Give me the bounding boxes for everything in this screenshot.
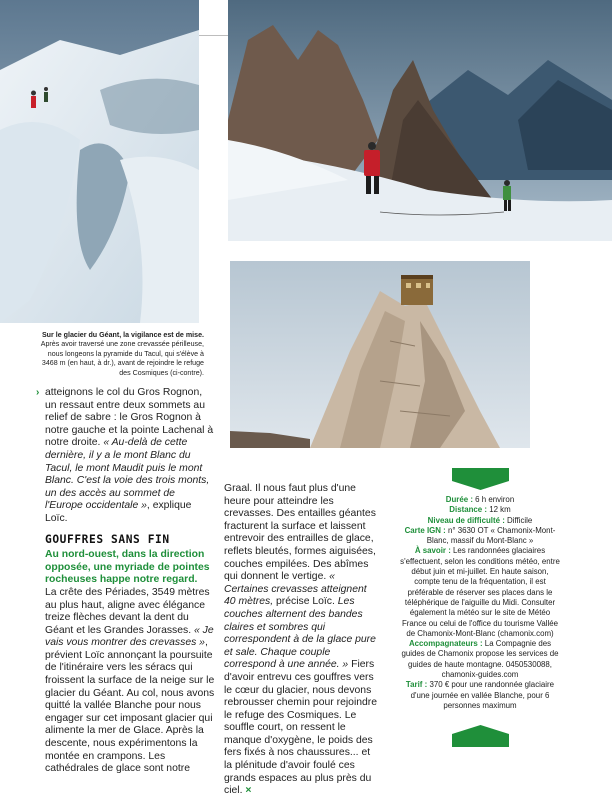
col2-text-a: Graal. Il nous faut plus d'une heure pour atteindre les crevasses. Des entailles géantes fracturent la surface et laissent entrevoir des entrailles de glace, reflets bleutés, formes aiguisées, couches empilées. Des abîmes qui donnent le vertige. bbox=[224, 483, 376, 583]
info-duree bbox=[398, 495, 562, 505]
info-accomp-label: Accompagnateurs : bbox=[408, 639, 483, 649]
caption-text: Après avoir traversé une zone crevassée périlleuse, nous longeons la pyramide du Tacul, qui s'élève à 3468 m (en haut, à dr.), avant de rejoindre le refuge des Cosmiques (ci-contre). bbox=[40, 340, 204, 377]
practical-info-box bbox=[398, 495, 562, 711]
continuation-arrow-icon: › bbox=[36, 387, 40, 398]
end-mark-icon: × bbox=[245, 785, 252, 797]
col1-p2-text-end: , prévient Loïc annonçant la poursuite de l'itinéraire vers les séracs qui froissent la surface de la neige sur le glacier du Géant. Au col, nous avons quitté la vallée Blanche pour nous engager sur cet imposant glacier qui alimente la mer de Glace. Après la descente, nous expérimentons la montée en crampons. Les cathédrales de glace sont notre bbox=[45, 637, 215, 775]
glacier-photo bbox=[0, 0, 199, 323]
col1-p1-text: atteignons le col du Gros Rognon, un ressaut entre deux sommets au relief de sabre : le Gros Rognon à notre gauche et la pointe Lachenal à notre droite. bbox=[45, 387, 214, 449]
section-heading: GOUFFRES SANS FIN bbox=[45, 532, 170, 546]
info-duree-label: Durée : bbox=[445, 495, 473, 504]
article-column-1 bbox=[36, 387, 215, 776]
info-savoir-value: Les randonnées glaciaires s'effectuent, selon les conditions météo, entre début juin et mi-juillet. En haute saison, compte tenu de la fréquentation, il est préférable de réserver ses places dans le téléphérique de l'aiguille du Midi. Consulter également la météo sur le site de Météo France ou celui de l'office du tourisme Vallée de Chamonix-Mont-Blanc (chamonix.com) bbox=[400, 546, 560, 638]
info-carte-label: Carte IGN : bbox=[404, 525, 446, 535]
info-tarif-label: Tarif : bbox=[405, 680, 428, 690]
col1-paragraph-2 bbox=[45, 587, 215, 776]
info-savoir-label: À savoir : bbox=[414, 546, 451, 556]
peaks-photo bbox=[228, 0, 612, 241]
col1-p1-quote: « Au-delà de cette dernière, il y a le mont Blanc du Tacul, le mont Maudit puis le mont Blanc. C'est la voie des trois monts, un des accès au sommet de l'Europe occidentale » bbox=[45, 437, 210, 512]
info-tarif-value: 370 € pour une randonnée glaciaire d'une journée en vallée Blanche, pour 6 personnes maximum bbox=[410, 680, 555, 710]
col1-paragraph-1 bbox=[45, 387, 215, 526]
col2-text-b: précise Loïc. bbox=[273, 596, 338, 608]
info-niveau-value: Difficile bbox=[504, 515, 533, 525]
hairline-divider bbox=[199, 35, 229, 36]
info-distance-value: 12 km bbox=[487, 505, 511, 515]
col1-p1-text-end: , explique Loïc. bbox=[45, 500, 192, 524]
info-tarif bbox=[398, 680, 562, 711]
col2-text-c: Fiers d'avoir entrevu ces gouffres vers le cœur du glacier, nous devons rebrousser chemin pour rejoindre le refuge des Cosmiques. Le souffle court, on ressent le manque d'oxygène, le poids des fers fixés à nos chaussures... et la plénitude d'avoir foulé ces grands espaces au plus près du ciel. bbox=[224, 659, 378, 797]
chevron-down-icon bbox=[452, 468, 509, 490]
info-carte-value: n° 3630 OT « Chamonix-Mont-Blanc, massif du Mont-Blanc » bbox=[426, 525, 556, 546]
refuge-photo bbox=[230, 261, 530, 448]
info-distance bbox=[398, 505, 562, 515]
col2-quote-a: « Certaines crevasses atteignent 40 mètres, bbox=[224, 571, 367, 608]
section-lede: Au nord-ouest, dans la direction opposée, une myriade de pointes rocheuses happe notre regard. bbox=[45, 549, 210, 586]
info-accompagnateurs bbox=[398, 639, 562, 680]
info-accomp-value: La Compagnie des guides de Chamonix propose les services de guides de haute montagne. 0450530088, chamonix-guides.com bbox=[401, 639, 559, 680]
info-distance-label: Distance : bbox=[449, 505, 488, 515]
info-niveau bbox=[398, 516, 562, 526]
info-niveau-label: Niveau de difficulté : bbox=[427, 515, 505, 525]
col2-paragraph bbox=[224, 483, 380, 798]
chevron-up-icon bbox=[452, 725, 509, 747]
caption-bold: Sur le glacier du Géant, la vigilance est de mise. bbox=[41, 331, 204, 339]
col1-p2-quote: « Je vais vous montrer des crevasses » bbox=[45, 624, 214, 649]
article-column-2 bbox=[224, 483, 380, 798]
info-carte bbox=[398, 526, 562, 547]
info-duree-value: 6 h environ bbox=[472, 495, 515, 504]
col2-quote-b: Les couches alternent des bandes claires et sombres qui correspondent à de la glace pure et sale. Chaque couple correspond à une année. » bbox=[224, 596, 376, 671]
info-savoir bbox=[398, 546, 562, 639]
col1-p2-text: La crête des Périades, 3549 mètres au plus haut, aligne avec élégance treize flèches devant la dent du Géant et les Grandes Jorasses. bbox=[45, 586, 210, 636]
photo-caption bbox=[40, 331, 204, 378]
